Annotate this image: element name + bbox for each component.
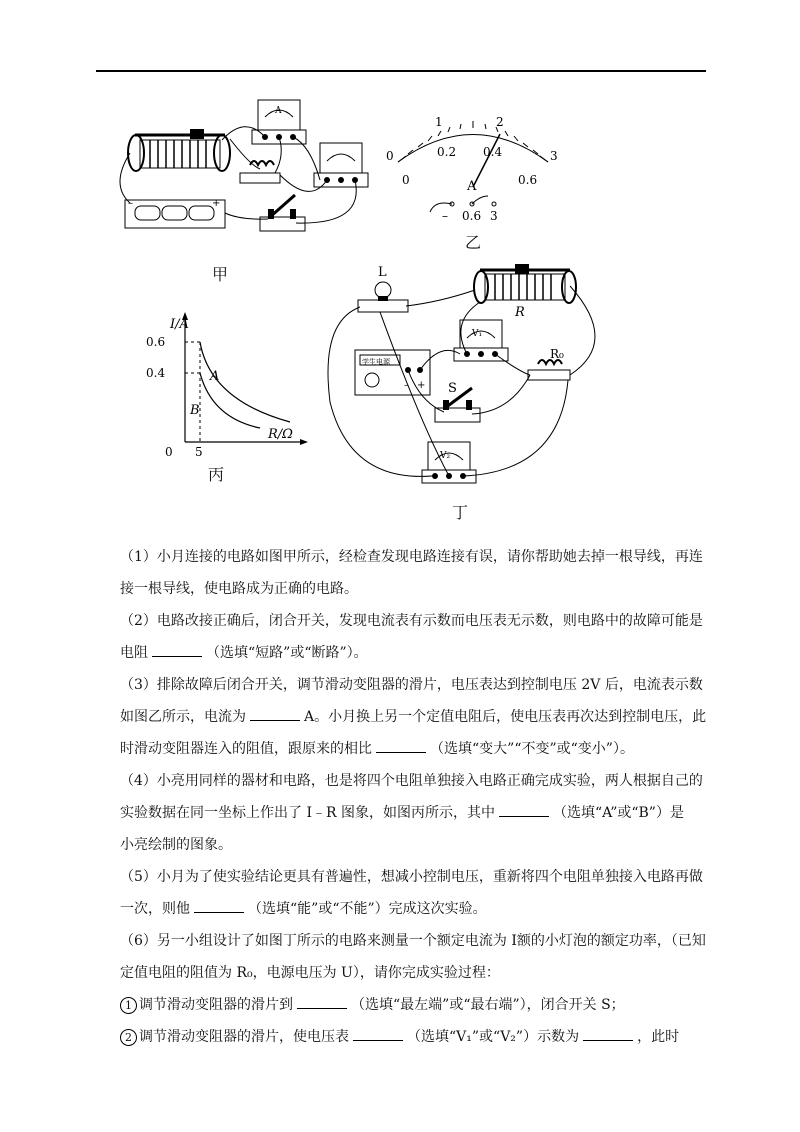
answer-blank[interactable] [297,996,347,1009]
fixed-resistor-r0-icon [528,347,570,380]
question-5-line-1: （5）小月为了使实验结论更具有普遍性，想减小控制电压，重新将四个电阻单独接入电路再做 [120,869,703,885]
terminal-3: 3 [490,209,498,222]
battery-pack-icon [125,198,225,228]
figure-jia-circuit [110,95,380,240]
y-axis-label: I/A [170,317,189,332]
x-tick-5: 5 [195,445,203,459]
upper-scale-0: 0 [386,149,394,163]
switch-icon [260,195,305,231]
voltmeter-icon [314,143,368,187]
svg-text:A: A [275,106,282,116]
lower-scale-1: 0.2 [437,145,457,159]
terminal-negative: – [442,209,448,222]
question-3-line-2: 如图乙所示，电流为 A。小月换上另一个定值电阻后，使电压表再次达到控制电压，此 [120,709,707,725]
question-1-line-1: （1）小月连接的电路如图甲所示，经检查发现电路连接有误，请你帮助她去掉一根导线，再连 [120,549,703,565]
x-axis-label: R/Ω [268,427,293,442]
switch-icon [435,381,480,422]
lamp-label: L [378,265,387,280]
answer-blank[interactable] [583,1028,633,1041]
upper-scale-2: 2 [496,115,504,129]
question-1-line-2: 接一根导线，使电路成为正确的电路。 [120,581,358,597]
switch-label: S [448,381,457,396]
upper-scale-3: 3 [550,149,558,163]
question-3-line-3: 时滑动变阻器连入的阻值，跟原来的相比 （选填“变大”“不变”或“变小”）。 [120,741,634,757]
meter-symbol: A [467,179,477,194]
supply-label: 学生电源 [362,358,390,366]
answer-blank[interactable] [376,740,426,753]
curve-b [200,373,260,428]
lower-scale-0: 0 [402,173,410,187]
rheostat-icon [128,129,230,171]
rheostat-icon [474,264,576,320]
answer-blank[interactable] [499,804,549,817]
question-6-line-1: （6）另一小组设计了如图丁所示的电路来测量一个额定电流为 I额的小灯泡的额定功率，（已知 [120,933,706,949]
question-6-step-1: 1 调节滑动变阻器的滑片到 （选填“最左端”或“最右端”），闭合开关 S； [120,996,720,1014]
y-tick-0-4: 0.4 [146,366,166,380]
figure-ding-circuit [320,262,610,507]
question-6-line-2: 定值电阻的阻值为 R₀，电源电压为 U），请你完成实验过程： [120,965,500,981]
answer-blank[interactable] [194,900,244,913]
voltmeter-1-label: V₁ [472,329,483,339]
answer-blank[interactable] [353,1028,403,1041]
figure-ding-caption: 丁 [452,503,469,522]
question-2-line-1: （2）电路改接正确后，闭合开关，发现电流表有示数而电压表无示数，则电路中的故障可能是 [120,613,703,629]
lower-scale-3: 0.6 [518,173,538,187]
question-4-line-3: 小亮绘制的图象。 [120,837,232,853]
question-6-step-2: 2 调节滑动变阻器的滑片，使电压表 （选填“V₁”或“V₂”）示数为 ，此时 [120,1028,720,1046]
curve-label-a: A [210,369,220,384]
upper-scale-1: 1 [435,115,443,129]
lamp-icon [358,265,408,312]
question-4-line-2: 实验数据在同一坐标上作出了 I﹣R 图象，如图丙所示，其中 （选填“A”或“B”）是 [120,805,684,821]
answer-blank[interactable] [152,644,202,657]
dial-needle [473,134,503,187]
r0-label: R₀ [550,347,564,361]
voltmeter-2-icon [422,442,476,483]
svg-text:–: – [404,380,409,391]
rheostat-label: R [515,305,525,320]
answer-blank[interactable] [250,708,300,721]
figure-yi-ammeter-dial [380,112,580,222]
figure-yi-caption: 乙 [465,233,482,252]
figure-bing-graph [140,310,310,460]
svg-text:+: + [417,380,426,391]
fixed-resistor-icon [240,161,280,183]
question-3-line-1: （3）排除故障后闭合开关，调节滑动变阻器的滑片，电压表达到控制电压 2V 后，电流表示数 [120,677,703,693]
figure-jia-caption: 甲 [212,265,229,284]
terminal-0-6: 0.6 [462,209,482,222]
power-supply-icon [355,350,430,395]
curve-label-b: B [190,403,200,418]
svg-text:+: + [212,198,221,209]
x-tick-0: 0 [165,445,173,459]
y-tick-0-6: 0.6 [146,335,166,349]
voltmeter-2-label: V₂ [440,451,451,461]
question-5-line-2: 一次，则他 （选填“能”或“不能”）完成这次实验。 [120,901,487,917]
dial-ticks [398,121,548,162]
header-rule [96,70,706,72]
svg-text:–: – [128,198,133,209]
question-4-line-1: （4）小亮用同样的器材和电路，也是将四个电阻单独接入电路正确完成实验，两人根据自己的 [120,773,703,789]
lower-scale-2: 0.4 [483,145,503,159]
question-2-line-2: 电阻 （选填“短路”或“断路”）。 [120,645,368,661]
figure-bing-caption: 丙 [208,465,225,484]
